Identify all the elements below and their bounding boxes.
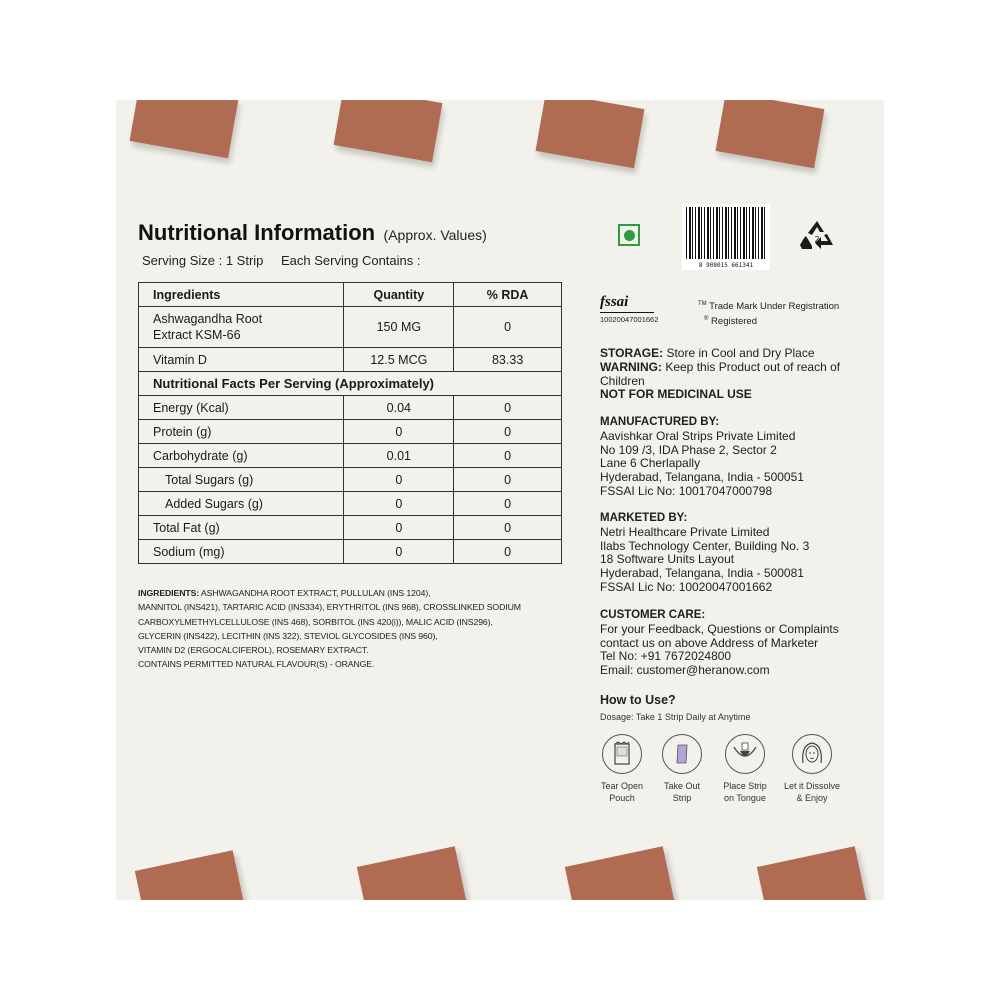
how-to-heading: How to Use?	[600, 693, 676, 707]
not-medicinal: NOT FOR MEDICINAL USE	[600, 387, 752, 402]
recycle-icon	[798, 218, 836, 252]
fact-rda: 0	[454, 396, 562, 420]
marketed-heading: MARKETED BY:	[600, 512, 688, 524]
ingredient-rda: 83.33	[454, 348, 562, 372]
tongue-icon	[725, 734, 765, 774]
step-label: on Tongue	[724, 793, 766, 803]
ingredient-qty: 150 MG	[344, 307, 454, 348]
veg-mark-icon	[618, 224, 640, 246]
ingredients-line: CARBOXYLMETHYLCELLULOSE (INS 468), SORBITOL (INS 420(i)), MALIC ACID (INS296),	[138, 616, 493, 627]
marketed-line: Ilabs Technology Center, Building No. 3	[600, 538, 810, 553]
manufactured-heading: MANUFACTURED BY:	[600, 416, 720, 428]
section-row	[139, 372, 562, 396]
ingredients-line: CONTAINS PERMITTED NATURAL FLAVOUR(S) - ORANGE.	[138, 659, 375, 670]
table-row	[139, 307, 562, 348]
dosage-text: Dosage: Take 1 Strip Daily at Anytime	[600, 712, 751, 722]
fact-qty: 0.01	[344, 444, 454, 468]
customer-care-line: Tel No: +91 7672024800	[600, 649, 732, 664]
fact-qty: 0	[344, 516, 454, 540]
serving-contains: Each Serving Contains :	[281, 253, 421, 268]
barcode-number: 8 908015 661341	[698, 262, 754, 269]
storage-text: Store in Cool and Dry Place	[663, 346, 815, 360]
barcode-bars-icon	[686, 207, 766, 259]
decorative-tile	[757, 846, 867, 900]
fact-qty: 0	[344, 420, 454, 444]
step-label: Place Strip	[723, 781, 767, 791]
step-place-strip	[715, 734, 775, 804]
warning-text: Keep this Product out of reach of Children	[600, 359, 841, 388]
tm-text: Trade Mark Under Registration	[706, 301, 840, 313]
nutrition-table	[138, 282, 562, 564]
fssai-license: 10020047001662	[600, 315, 659, 324]
decorative-tile	[334, 100, 443, 162]
fact-qty: 0	[344, 468, 454, 492]
table-row	[139, 348, 562, 372]
decorative-tile	[130, 100, 239, 158]
fact-qty: 0.04	[344, 396, 454, 420]
fact-name: Total Sugars (g)	[139, 468, 344, 492]
fact-name: Energy (Kcal)	[139, 396, 344, 420]
serving-info	[142, 253, 420, 268]
step-take-out	[652, 734, 712, 804]
manufactured-line: Hyderabad, Telangana, India - 500051	[600, 470, 804, 485]
page-title	[138, 220, 487, 246]
table-row	[139, 468, 562, 492]
fact-qty: 0	[344, 540, 454, 564]
fact-name: Added Sugars (g)	[139, 492, 344, 516]
table-row	[139, 396, 562, 420]
manufactured-line: Aavishkar Oral Strips Private Limited	[600, 428, 796, 443]
table-row	[139, 516, 562, 540]
manufactured-line: FSSAI Lic No: 10017047000798	[600, 483, 773, 498]
tm-symbol: TM	[698, 301, 707, 307]
marketed-line: Hyderabad, Telangana, India - 500081	[600, 566, 804, 581]
ingredients-list	[138, 586, 578, 672]
fact-rda: 0	[454, 420, 562, 444]
header-quantity: Quantity	[344, 283, 454, 307]
header-ingredients: Ingredients	[139, 283, 344, 307]
customer-care-line: Email: customer@heranow.com	[600, 663, 770, 678]
fssai-logo: fssai	[600, 294, 658, 311]
fact-name: Total Fat (g)	[139, 516, 344, 540]
trademark-note	[698, 298, 839, 328]
section-heading: Nutritional Facts Per Serving (Approximately)	[139, 372, 562, 396]
marketed-line: Netri Healthcare Private Limited	[600, 524, 770, 539]
reg-symbol: ®	[704, 316, 709, 323]
recycle-number: 2	[814, 235, 820, 244]
step-label: & Enjoy	[796, 793, 828, 803]
ingredients-line: GLYCERIN (INS422), LECITHIN (INS 322), STEVIOL GLYCOSIDES (INS 960),	[138, 630, 438, 641]
serving-size: Serving Size : 1 Strip	[142, 253, 264, 268]
fact-qty: 0	[344, 492, 454, 516]
step-dissolve	[782, 734, 842, 804]
step-label: Take Out	[663, 781, 701, 791]
decorative-tile	[357, 846, 467, 900]
table-row	[139, 420, 562, 444]
decorative-tile	[716, 100, 825, 168]
ingredient-qty: 12.5 MCG	[344, 348, 454, 372]
barcode	[682, 204, 770, 270]
header-rda: % RDA	[454, 283, 562, 307]
manufactured-block	[600, 416, 875, 499]
label-panel	[116, 100, 884, 900]
table-row	[139, 540, 562, 564]
reg-text: Registered	[708, 316, 758, 328]
pouch-icon	[602, 734, 642, 774]
face-icon	[792, 734, 832, 774]
fact-rda: 0	[454, 540, 562, 564]
ingredient-name: Ashwagandha Root Extract KSM-66	[139, 307, 344, 348]
ingredients-label: INGREDIENTS:	[138, 588, 200, 598]
warning-label: WARNING:	[600, 359, 662, 374]
ingredients-line: VITAMIN D2 (ERGOCALCIFEROL), ROSEMARY EXTRACT.	[138, 645, 369, 656]
table-row	[139, 492, 562, 516]
fact-rda: 0	[454, 468, 562, 492]
ingredients-line: MANNITOL (INS421), TARTARIC ACID (INS334), ERYTHRITOL (INS 968), CROSSLINKED SODIUM	[138, 602, 521, 613]
strip-icon	[662, 734, 702, 774]
fact-rda: 0	[454, 492, 562, 516]
storage-block	[600, 347, 875, 402]
decorative-tile	[565, 846, 675, 900]
marketed-line: 18 Software Units Layout	[600, 552, 735, 567]
customer-care-line: contact us on above Address of Marketer	[600, 635, 819, 650]
fact-name: Sodium (mg)	[139, 540, 344, 564]
title-main: Nutritional Information	[138, 220, 376, 245]
ingredient-rda: 0	[454, 307, 562, 348]
decorative-tile	[536, 100, 645, 168]
table-header-row	[139, 283, 562, 307]
decorative-tile	[135, 850, 245, 900]
marketed-line: FSSAI Lic No: 10020047001662	[600, 579, 773, 594]
step-label: Tear Open	[600, 781, 644, 791]
step-label: Strip	[672, 793, 692, 803]
ingredients-line: ASHWAGANDHA ROOT EXTRACT, PULLULAN (INS 1204),	[199, 588, 431, 598]
customer-care-line: For your Feedback, Questions or Complaints	[600, 621, 839, 636]
customer-care-block	[600, 609, 875, 678]
storage-label: STORAGE:	[600, 346, 664, 360]
fssai-block	[600, 294, 658, 324]
ingredient-name: Vitamin D	[139, 348, 344, 372]
customer-care-heading: CUSTOMER CARE:	[600, 609, 706, 621]
fact-name: Carbohydrate (g)	[139, 444, 344, 468]
fact-name: Protein (g)	[139, 420, 344, 444]
table-row	[139, 444, 562, 468]
fact-rda: 0	[454, 516, 562, 540]
manufactured-line: No 109 /3, IDA Phase 2, Sector 2	[600, 442, 777, 457]
step-label: Let it Dissolve	[783, 781, 841, 791]
marketed-block	[600, 512, 875, 595]
step-tear-open	[592, 734, 652, 804]
manufactured-line: Lane 6 Cherlapally	[600, 456, 701, 471]
fact-rda: 0	[454, 444, 562, 468]
step-label: Pouch	[609, 793, 635, 803]
title-sub: (Approx. Values)	[383, 227, 487, 243]
